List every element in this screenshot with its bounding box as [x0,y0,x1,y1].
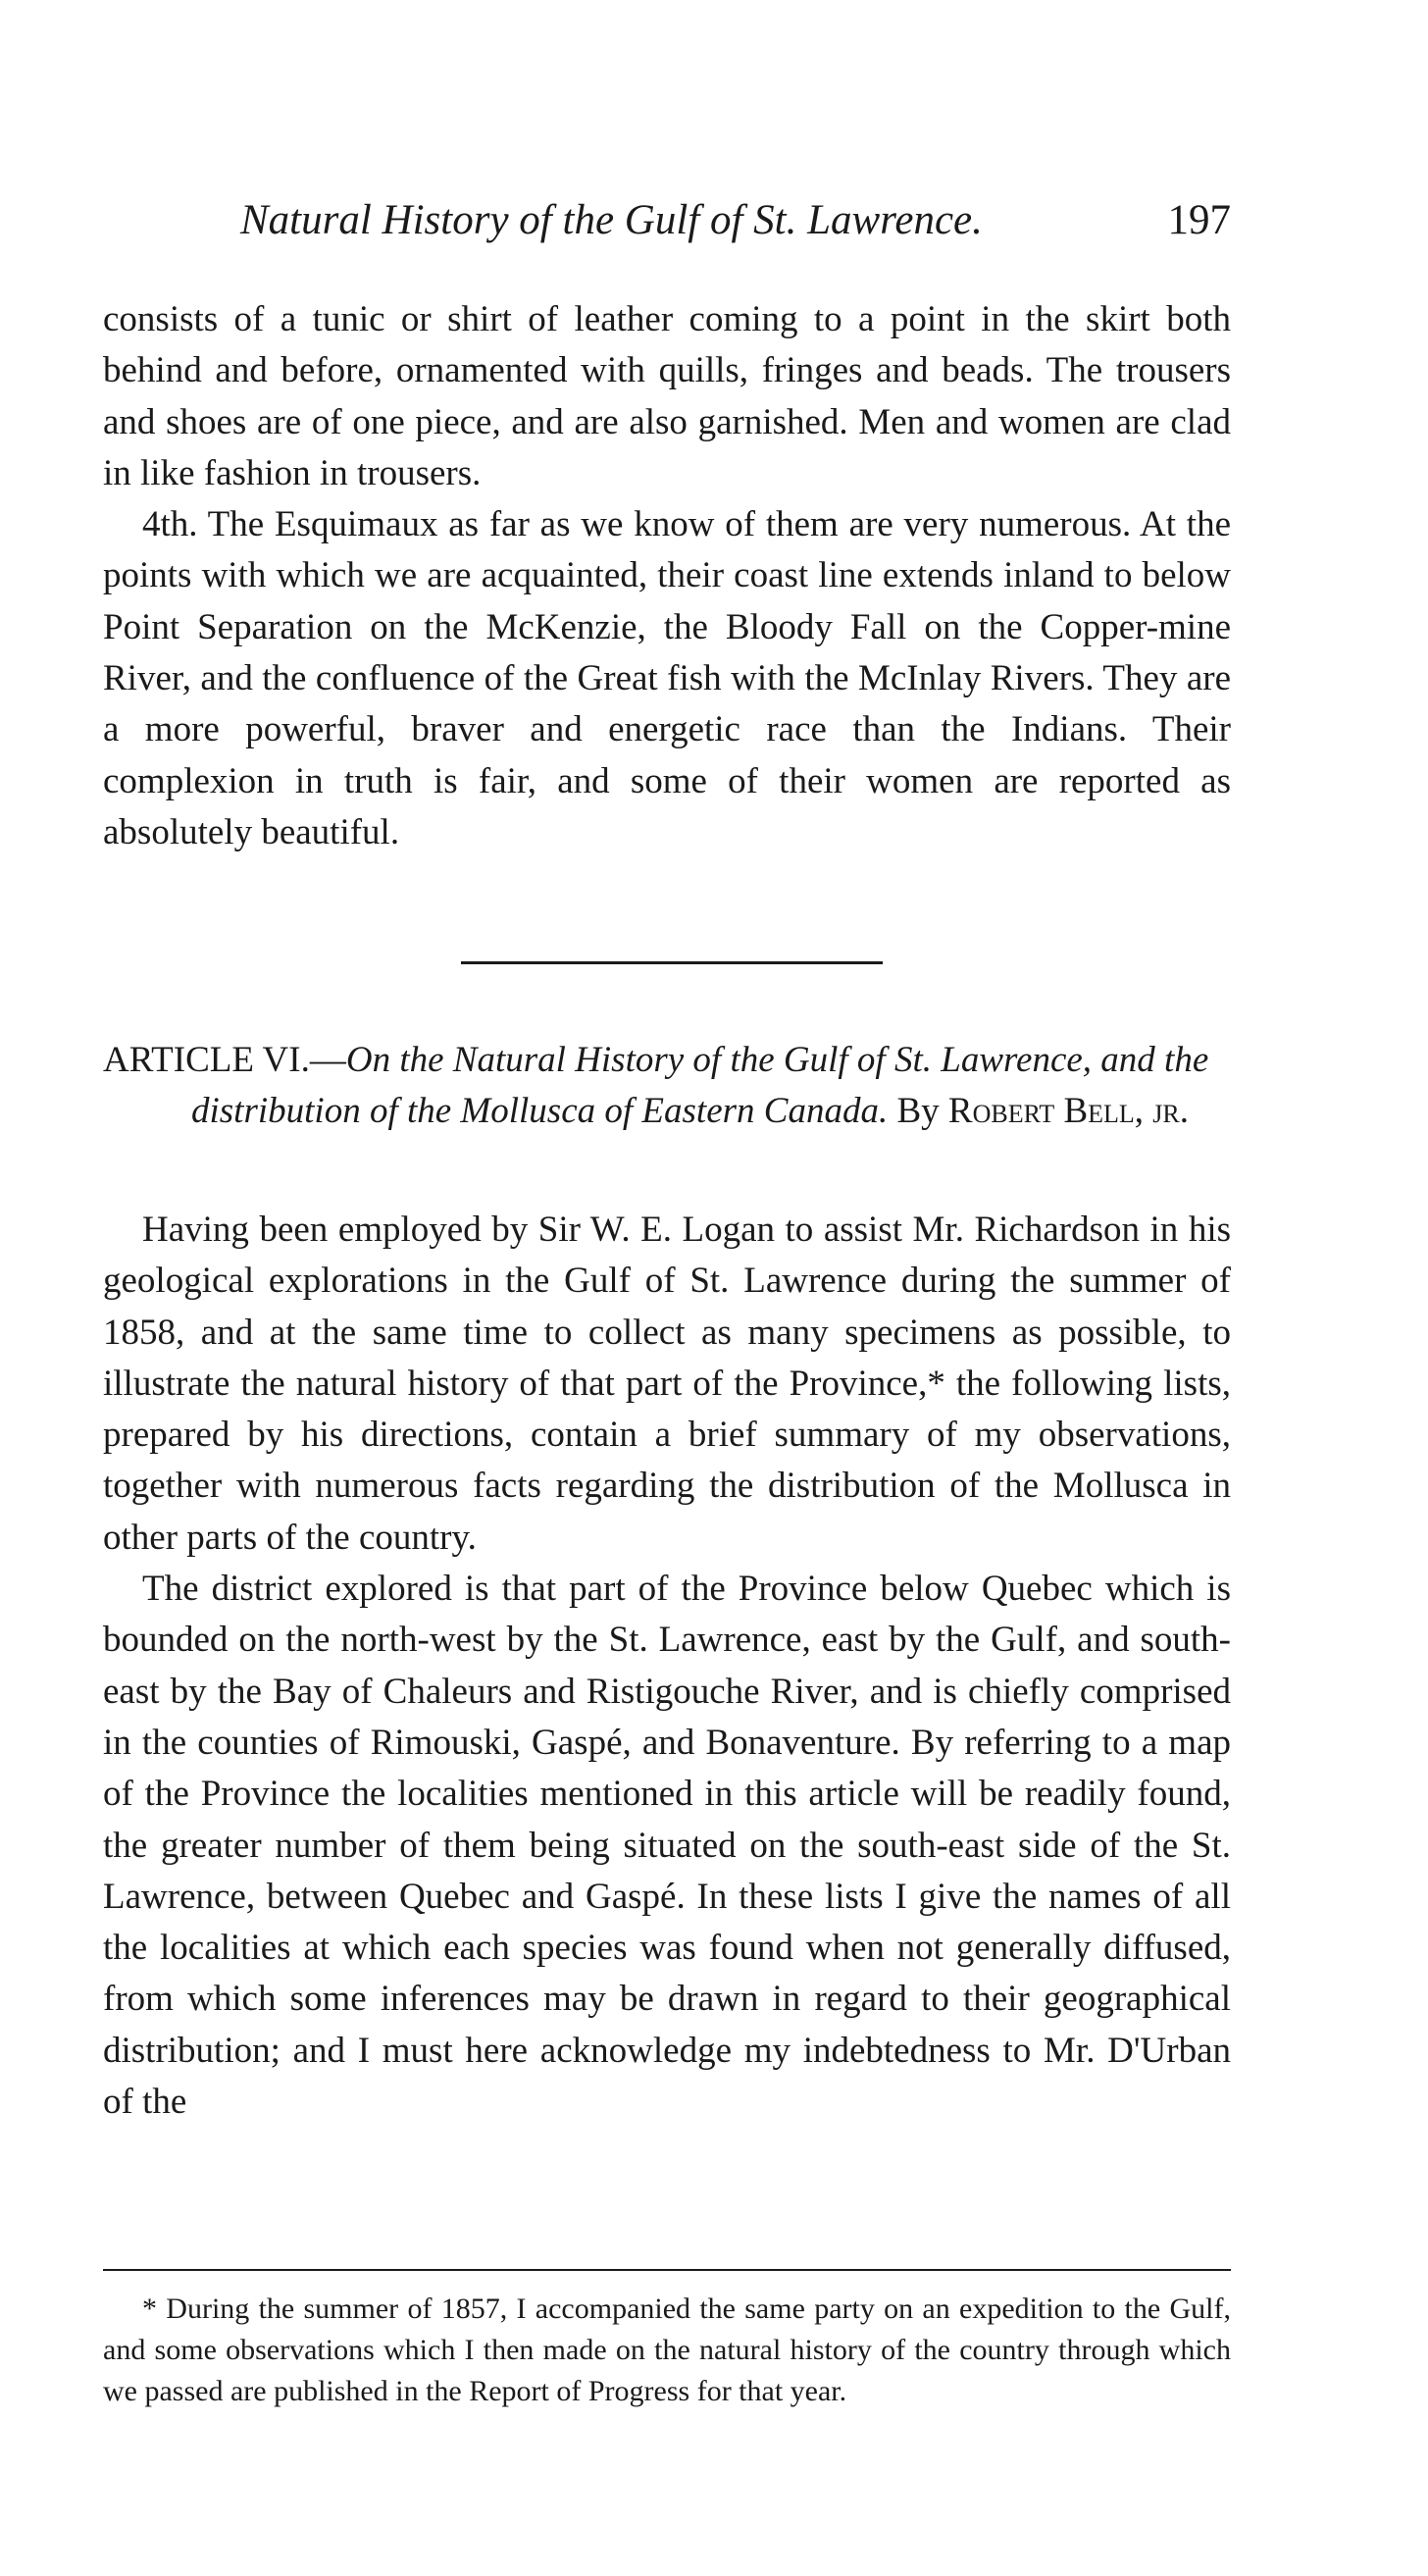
footnote-rule [103,2269,1231,2271]
footnote: * During the summer of 1857, I accompanied the same party on an expedition to the Gulf, and some observations which I then made on the natural history of the country through which we passed are published in the Report of Progress for that year. [103,2293,1231,2407]
article-heading [103,1035,1231,1138]
article-label: ARTICLE VI.— [103,1040,346,1080]
esquimaux-paragraph: 4th. The Esquimaux as far as we know of them are very numerous. At the points with which we are acquainted, their coast line extends inland to below Point Separation on the McKenzie, the Bloody Fall on the Copper-mine River, and the confluence of the Great fish with the McInlay Rivers. They are a more powerful, braver and energetic race than the Indians. Their complexion in truth is fair, and some of their women are reported as absolutely beautiful. [103,504,1231,852]
section-divider [461,961,883,964]
page-number: 197 [1167,197,1231,243]
article-author: Robert Bell, jr. [947,1091,1190,1132]
running-head: Natural History of the Gulf of St. Lawrence. [240,197,983,243]
article-by: By [896,1091,940,1132]
continued-paragraph: consists of a tunic or shirt of leather coming to a point in the skirt both behind and before, ornamented with quills, fringes and beads. The trousers and shoes are of one piece, and are also garnished. Men and women are clad in like fashion in trousers. [103,299,1231,493]
article-body [103,1205,1231,2128]
continued-text [103,294,1231,858]
page-header [103,196,1231,255]
body-paragraph-1: Having been employed by Sir W. E. Logan to assist Mr. Richardson in his geological explorations in the Gulf of St. Lawrence during the summer of 1858, and at the same time to collect as many specimens as possible, to illustrate the natural history of that part of the Province,* the following lists, prepared by his directions, contain a brief summary of my observations, together with numerous facts regarding the distribution of the Mollusca in other parts of the country. [103,1210,1231,1558]
body-paragraph-2: The district explored is that part of the Province below Quebec which is bounded on the north-west by the St. Lawrence, east by the Gulf, and south-east by the Bay of Chaleurs and Ristigouche River, and is chiefly comprised in the counties of Rimouski, Gaspé, and Bonaventure. By referring to a map of the Province the localities mentioned in this article will be readily found, the greater number of them being situated on the south-east side of the St. Lawrence, between Quebec and Gaspé. In these lists I give the names of all the localities at which each species was found when not generally diffused, from which some inferences may be drawn in regard to their geographical distribution; and I must here acknowledge my indebtedness to Mr. D'Urban of the [103,1569,1231,2123]
article-title: On the Natural History of the Gulf of St. Lawrence, and the distribution of the Mollusca of Eastern Canada. [191,1040,1209,1132]
